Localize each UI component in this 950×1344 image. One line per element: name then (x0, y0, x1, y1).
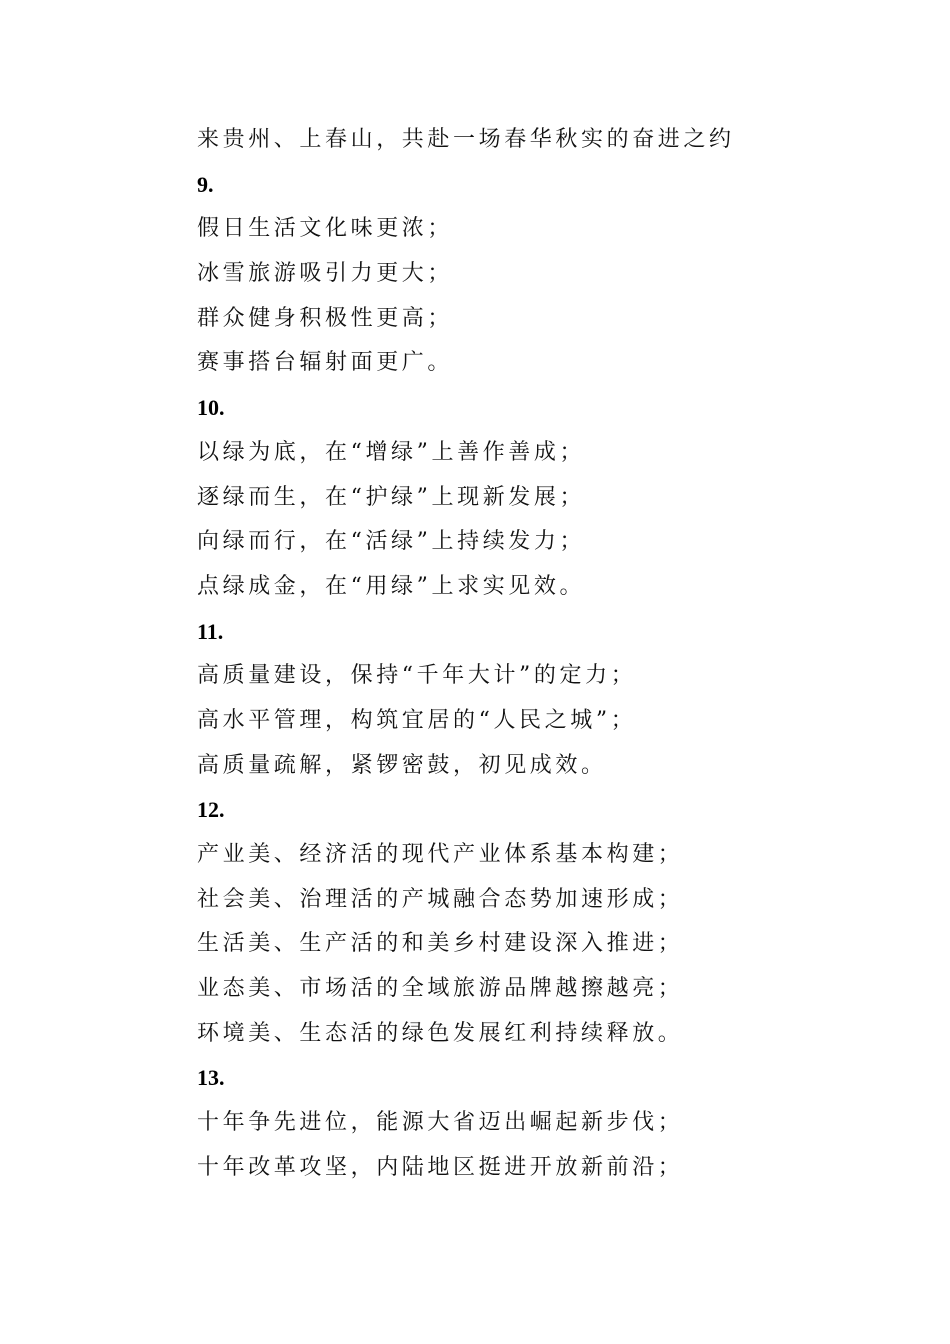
text-line: 赛事搭台辐射面更广。 (197, 350, 454, 376)
section-number: 13. (197, 1065, 225, 1091)
section-number: 9. (197, 171, 214, 197)
section-number: 11. (197, 618, 224, 644)
text-line: 冰雪旅游吸引力更大； (197, 261, 454, 287)
text-line: 向绿而行，在“活绿”上持续发力； (197, 529, 586, 555)
text-line: 环境美、生态活的绿色发展红利持续释放。 (197, 1020, 684, 1046)
text-line: 点绿成金，在“用绿”上求实见效。 (197, 573, 586, 599)
document-body (197, 118, 817, 1191)
text-line: 生活美、生产活的和美乡村建设深入推进； (197, 931, 684, 957)
section-number: 10. (197, 395, 225, 421)
text-line: 以绿为底，在“增绿”上善作善成； (197, 439, 586, 465)
text-line: 假日生活文化味更浓； (197, 216, 454, 242)
text-line: 高水平管理，构筑宜居的“人民之城”； (197, 707, 637, 733)
text-line: 十年争先进位，能源大省迈出崛起新步伐； (197, 1110, 684, 1136)
text-line: 群众健身积极性更高； (197, 305, 454, 331)
text-line: 业态美、市场活的全域旅游品牌越擦越亮； (197, 976, 684, 1002)
text-line: 来贵州、上春山，共赴一场春华秋实的奋进之约 (197, 127, 735, 152)
text-line: 高质量建设，保持“千年大计”的定力； (197, 663, 637, 689)
text-line: 高质量疏解，紧锣密鼓，初见成效。 (197, 752, 607, 778)
text-line: 十年改革攻坚，内陆地区挺进开放新前沿； (197, 1154, 684, 1180)
section-number: 12. (197, 797, 225, 823)
text-line: 产业美、经济活的现代产业体系基本构建； (197, 842, 684, 867)
text-line: 逐绿而生，在“护绿”上现新发展； (197, 484, 586, 510)
text-line: 社会美、治理活的产城融合态势加速形成； (197, 886, 684, 912)
